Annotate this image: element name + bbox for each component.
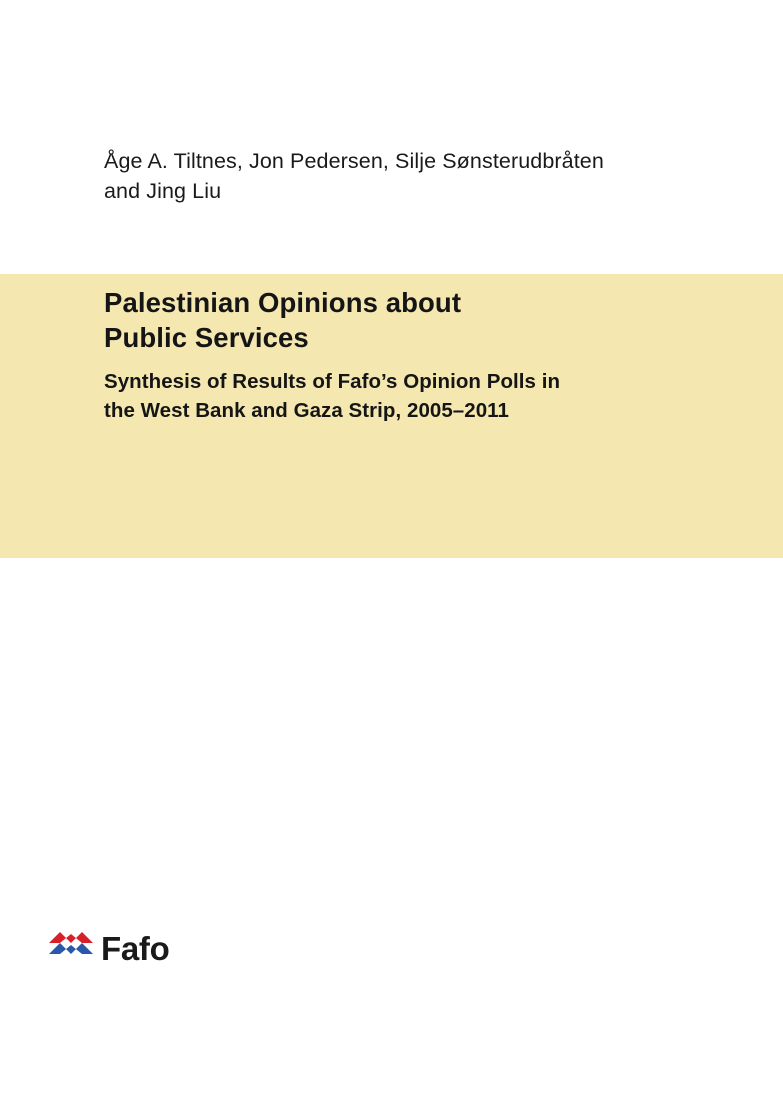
authors-block bbox=[104, 146, 704, 206]
fafo-chevron-logo-icon bbox=[47, 929, 95, 967]
title-line-2: Public Services bbox=[104, 322, 309, 353]
title-line-1: Palestinian Opinions about bbox=[104, 287, 462, 318]
authors-line-2: and Jing Liu bbox=[104, 179, 222, 203]
page-title bbox=[104, 285, 724, 355]
authors-line-1: Åge A. Tiltnes, Jon Pedersen, Silje Sønsterudbråten bbox=[104, 149, 604, 173]
subtitle-line-2: the West Bank and Gaza Strip, 2005–2011 bbox=[104, 399, 509, 422]
subtitle-line-1: Synthesis of Results of Fafo’s Opinion Polls in bbox=[104, 370, 561, 393]
publisher-logo bbox=[47, 926, 169, 970]
page-subtitle bbox=[104, 367, 724, 425]
publisher-name: Fafo bbox=[101, 929, 170, 967]
